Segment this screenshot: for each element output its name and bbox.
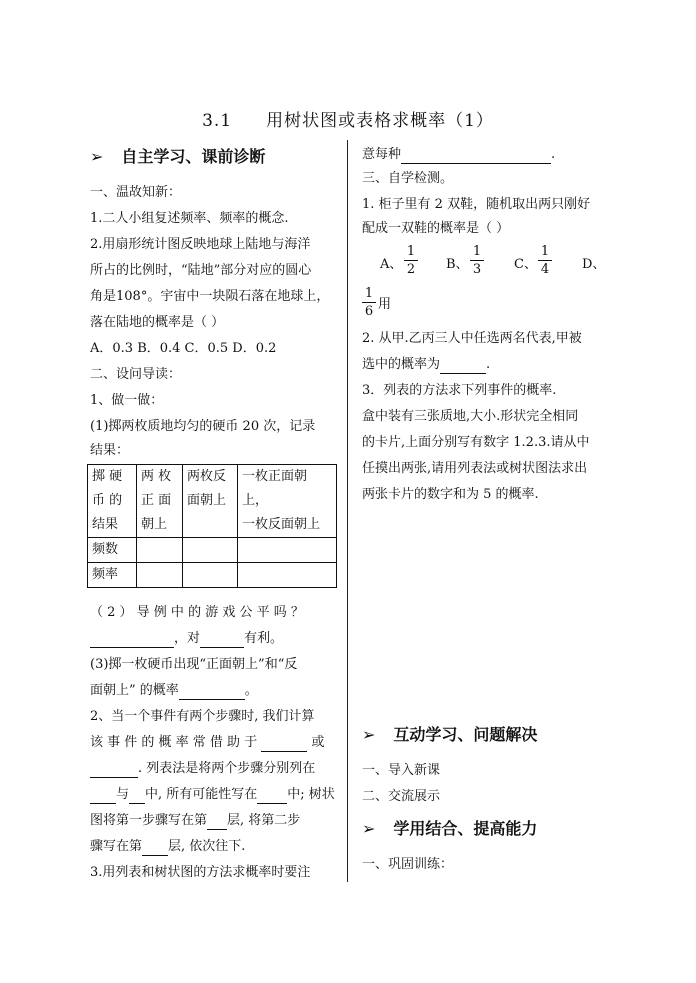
page-title: [0, 106, 696, 131]
option-c-fraction: 1 4: [538, 244, 552, 277]
problem-3-line-5: 两张卡片的数字和为 5 的概率.: [362, 487, 539, 502]
option-d-fraction: 1 6: [362, 286, 376, 319]
table-cell: 频数: [88, 538, 137, 563]
table-cell[interactable]: [183, 563, 238, 588]
steps-line-6: 骤写在第 层, 依次往下.: [90, 839, 246, 854]
option-d-label: D、: [582, 257, 606, 272]
intro-heading: 一、导入新课: [362, 763, 441, 778]
answer-blank[interactable]: [142, 841, 168, 856]
table-header-cell: 一枚正面朝上， 一枚反面朝上: [238, 465, 337, 538]
coin-question-line-2: 面朝上” 的概率 。: [90, 683, 258, 698]
table-cell[interactable]: [137, 538, 183, 563]
review-heading: 一、温故知新：: [90, 185, 182, 200]
table-row: [88, 538, 337, 563]
question-2-line-4: 落在陆地的概率是（ ）: [90, 315, 225, 330]
steps-line-2: 该 事 件 的 概 率 常 借 助 于 或: [90, 735, 325, 750]
arrow-bullet-icon: ➢: [90, 147, 104, 166]
table-header-cell: 掷 硬 币 的 结果: [88, 465, 137, 538]
guide-heading: 二、设问导读：: [90, 367, 182, 382]
question-2-line-2: 所占的比例时，“陆地”部分对应的圆心: [90, 263, 312, 278]
table-header-cell: 两 枚 正 面 朝上: [137, 465, 183, 538]
answer-blank[interactable]: [90, 633, 174, 648]
steps-line-1: 2、当一个事件有两个步骤时, 我们计算: [90, 709, 315, 724]
question-2-line-3: 角是108°。宇宙中一块陨石落在地球上，: [90, 289, 330, 304]
steps-line-4: 与 中, 所有可能性写在 中; 树状: [90, 786, 335, 804]
arrow-bullet-icon: ➢: [362, 725, 376, 744]
experiment-line-1: (1)掷两枚质地均匀的硬币 20 次，记录: [90, 419, 316, 434]
answer-blank[interactable]: [90, 789, 116, 804]
results-table: [87, 464, 337, 588]
table-row: [88, 563, 337, 588]
question-2-options: A．0.3 B．0.4 C．0.5 D．0.2: [90, 341, 277, 356]
section-number: 3.1: [202, 111, 233, 131]
experiment-line-2: 结果：: [90, 443, 130, 458]
problem-3-line-2: 盒中装有三张质地,大小.形状完全相同: [362, 409, 579, 424]
option-b-label: B、: [446, 257, 469, 272]
answer-blank[interactable]: [440, 359, 486, 374]
table-cell[interactable]: [238, 538, 337, 563]
arrow-bullet-icon: ➢: [362, 819, 376, 838]
option-b-fraction: 1 3: [470, 244, 484, 277]
option-c-label: C、: [514, 257, 537, 272]
answer-blank[interactable]: [207, 815, 227, 830]
answer-blank[interactable]: [90, 763, 138, 778]
steps-line-3: . 列表法是将两个步骤分别列在: [90, 760, 315, 778]
answer-blank[interactable]: [200, 633, 244, 648]
table-cell[interactable]: [137, 563, 183, 588]
table-cell[interactable]: [238, 563, 337, 588]
table-cell[interactable]: [183, 538, 238, 563]
note-line-1: 3.用列表和树状图的方法求概率时要注: [90, 865, 311, 880]
self-check-heading: 三、自学检测。: [362, 171, 454, 186]
answer-blank[interactable]: [257, 789, 287, 804]
section-heading-self-study: ➢ 自主学习、课前诊断: [90, 147, 266, 166]
coin-question-line-1: (3)掷一枚硬币出现“正面朝上”和“反: [90, 657, 298, 672]
section-heading-apply: ➢ 学用结合、提高能力: [362, 819, 538, 838]
option-d-suffix: 用: [378, 297, 392, 312]
problem-3-line-1: 3．列表的方法求下列事件的概率.: [362, 383, 557, 398]
fair-question-line-2: ，对 有利。: [90, 630, 283, 648]
table-header-row: [88, 465, 337, 538]
exchange-heading: 二、交流展示: [362, 789, 441, 804]
continued-line: 意每种 .: [362, 147, 556, 162]
question-1: 1.二人小组复述频率、频率的概念.: [90, 211, 289, 226]
answer-blank[interactable]: [179, 685, 245, 700]
problem-3-line-4: 任摸出两张,请用列表法或树状图法求出: [362, 461, 588, 476]
section-heading-interactive: ➢ 互动学习、问题解决: [362, 725, 538, 744]
try-heading: 1、做一做：: [90, 393, 164, 408]
steps-line-5: 图将第一步骤写在第 层, 将第二步: [90, 813, 301, 828]
problem-1-line-2: 配成一双鞋的概率是（ ）: [362, 221, 510, 236]
answer-blank[interactable]: [129, 789, 145, 804]
column-divider: [347, 140, 348, 882]
fair-question-line-1: （ 2 ） 导 例 中 的 游 戏 公 平 吗 ？: [90, 605, 304, 620]
table-header-cell: 两枚反 面朝上: [183, 465, 238, 538]
title-text: 用树状图或表格求概率（1）: [266, 111, 494, 131]
answer-blank[interactable]: [261, 737, 307, 752]
problem-3-line-3: 的卡片,上面分别写有数字 1.2.3.请从中: [362, 435, 590, 450]
table-cell: 频率: [88, 563, 137, 588]
answer-blank[interactable]: [401, 149, 551, 164]
problem-2-line-2: 选中的概率为 .: [362, 357, 491, 372]
consolidate-heading: 一、巩固训练：: [362, 857, 454, 872]
question-2-line-1: 2.用扇形统计图反映地球上陆地与海洋: [90, 237, 311, 252]
problem-1-line-1: 1. 柜子里有 2 双鞋，随机取出两只刚好: [362, 197, 591, 212]
option-a-fraction: 1 2: [404, 244, 418, 277]
problem-2-line-1: 2. 从甲.乙丙三人中任选两名代表,甲被: [362, 331, 582, 346]
option-a-label: A、: [380, 257, 403, 272]
